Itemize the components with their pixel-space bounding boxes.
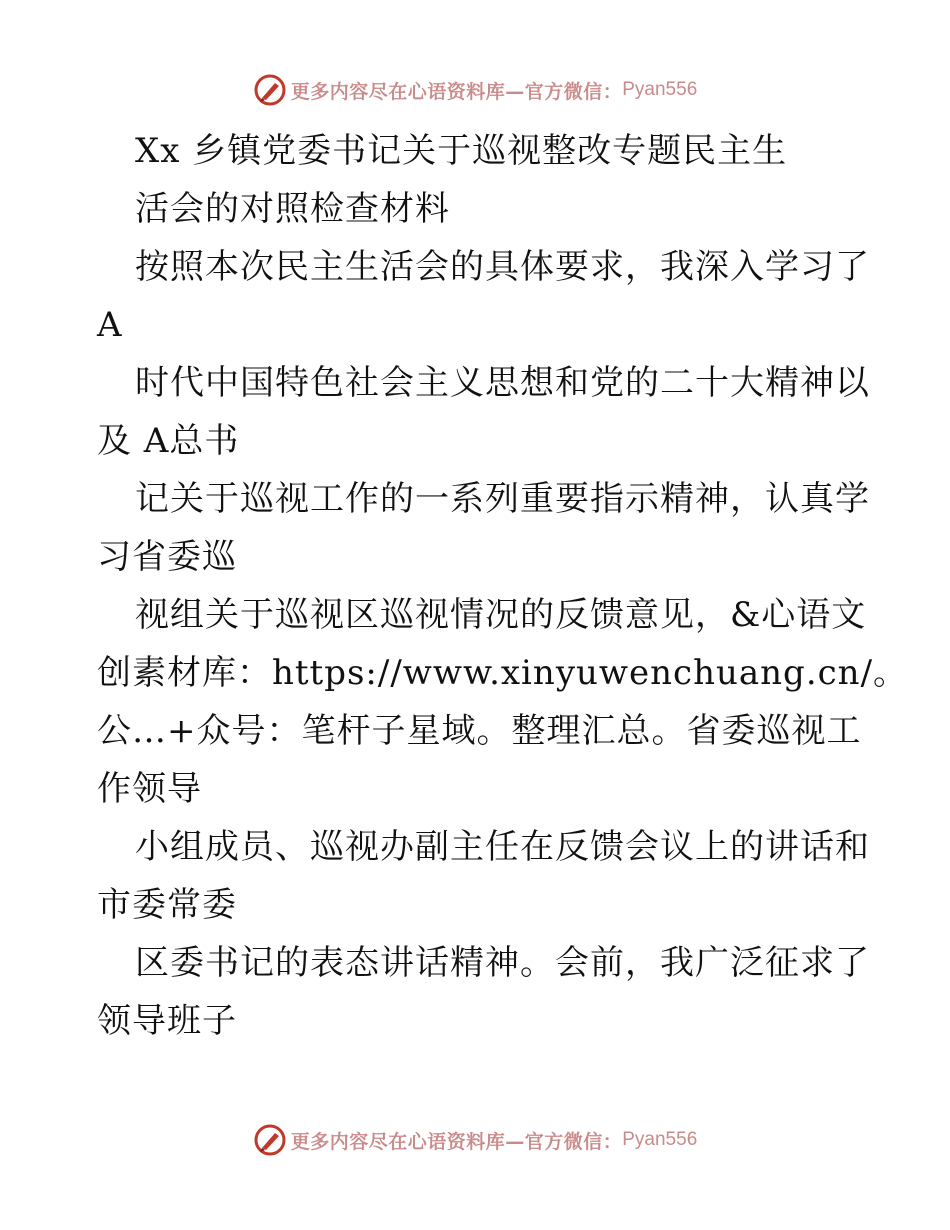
- paragraph-line: 市委常委: [97, 885, 237, 925]
- pen-logo-icon: [253, 1123, 287, 1157]
- footer-banner: [0, 1120, 950, 1160]
- header-banner: [0, 70, 950, 110]
- paragraph-line: 小组成员、巡视办副主任在反馈会议上的讲话和: [135, 827, 870, 867]
- paragraph-line: 公…+众号：笔杆子星域。整理汇总。省委巡视工: [97, 711, 862, 751]
- title-line-2: 活会的对照检查材料: [135, 189, 450, 229]
- paragraph-line: 视组关于巡视区巡视情况的反馈意见，&心语文: [135, 595, 867, 635]
- paragraph-line: 区委书记的表态讲话精神。会前，我广泛征求了: [135, 943, 870, 983]
- document-body: [97, 122, 909, 1050]
- paragraph-line: 习省委巡: [97, 537, 237, 577]
- paragraph-line: 及 A总书: [97, 421, 240, 461]
- banner-text: 更多内容尽在心语资料库—官方微信：: [290, 1130, 623, 1153]
- banner-text: 更多内容尽在心语资料库—官方微信：: [290, 80, 623, 103]
- banner-wechat-id: Pyan556: [622, 79, 698, 100]
- paragraph-line: A: [97, 305, 123, 345]
- pen-logo-icon: [253, 73, 287, 107]
- paragraph-line: 作领导: [97, 769, 202, 809]
- paragraph-line: 记关于巡视工作的一系列重要指示精神，认真学: [135, 479, 870, 519]
- paragraph-line: 创素材库：https://www.xinyuwenchuang.cn/。: [97, 653, 909, 693]
- paragraph-line: 按照本次民主生活会的具体要求，我深入学习了: [135, 247, 870, 287]
- paragraph-line: 时代中国特色社会主义思想和党的二十大精神以: [135, 363, 870, 403]
- banner-wechat-id: Pyan556: [622, 1129, 698, 1150]
- title-line-1: Xx 乡镇党委书记关于巡视整改专题民主生: [135, 131, 788, 171]
- paragraph-line: 领导班子: [97, 1001, 237, 1041]
